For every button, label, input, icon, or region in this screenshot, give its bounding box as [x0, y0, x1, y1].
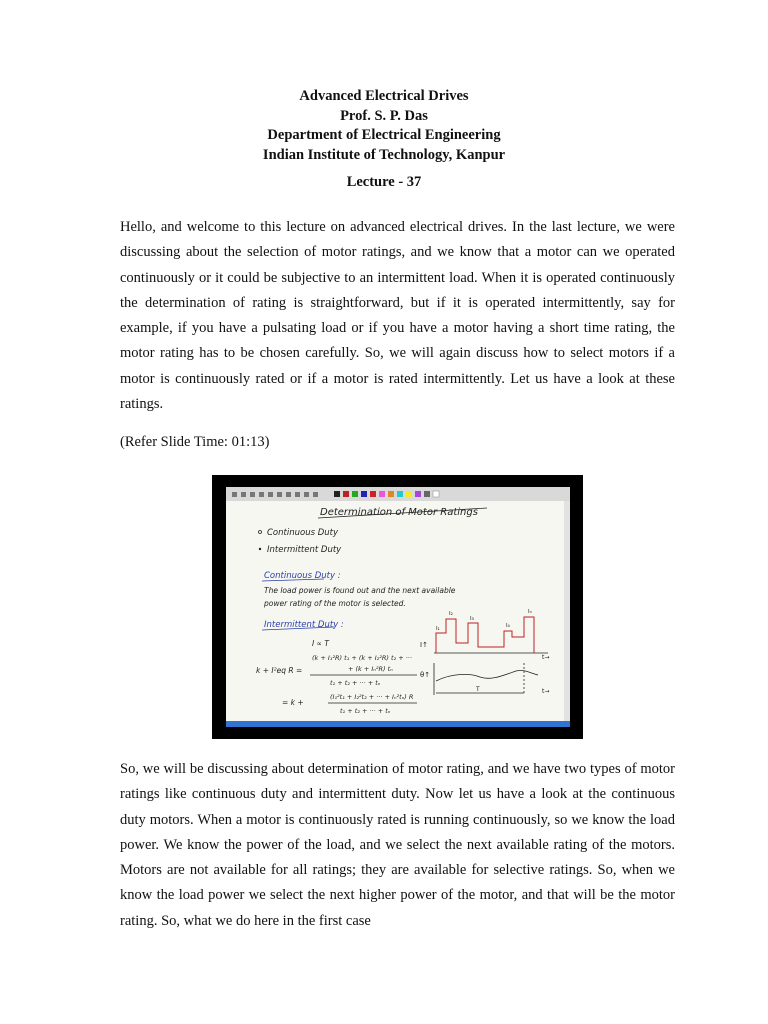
- section-continuous-duty: Continuous Duty :: [264, 571, 341, 581]
- pulse-label: I₄: [506, 623, 510, 629]
- equation-numerator-2: (I₁²t₁ + I₂²t₂ + ··· + Iₙ²tₙ) R: [330, 693, 414, 701]
- current-axis-label: I↑: [420, 641, 428, 649]
- paragraph-continuous-duty: So, we will be discussing about determination of motor rating, and we have two types of motor ratings like continuous duty and intermittent duty. Now let us have a look at the continuous duty motors. When a motor is continuously rated is running continuously, so we know the load power. We know the power of the load, and we select the next available rating of the motors. Motors are not available for all ratings; they are available for selective ratings. So, when we know the load power we select the next higher power of the motor, and that will be the motor rating. So, what we do here in the first case: [120, 761, 675, 929]
- section-intermittent-duty: Intermittent Duty :: [264, 620, 344, 630]
- refer-slide-time: (Refer Slide Time: 01:13): [120, 434, 270, 450]
- continuous-duty-line-2: power rating of the motor is selected.: [264, 599, 406, 608]
- equation-denominator-2: t₁ + t₂ + ··· + tₙ: [340, 707, 391, 715]
- continuous-duty-line-1: The load power is found out and the next available: [264, 586, 456, 595]
- course-title: Advanced Electrical Drives: [299, 88, 469, 104]
- period-label: T: [476, 686, 480, 693]
- lecture-slide-image: [212, 475, 583, 739]
- slide-taskbar: [226, 721, 570, 727]
- slide-title: Determination of Motor Ratings: [320, 507, 478, 518]
- bullet-intermittent-duty: Intermittent Duty: [267, 545, 342, 555]
- document-header: [0, 87, 768, 165]
- temperature-axis-label: θ↑: [420, 671, 431, 679]
- slide-canvas: [212, 475, 583, 739]
- equation-denominator-1: t₁ + t₂ + ··· + tₙ: [330, 679, 381, 687]
- current-torque-relation: I ∝ T: [312, 639, 329, 648]
- equation-lhs: k + I²eq R =: [256, 666, 303, 675]
- equation-numerator-1b: + (k + Iₙ²R) tₙ: [348, 665, 393, 673]
- institute-name: Indian Institute of Technology, Kanpur: [262, 146, 506, 163]
- time-label: t→: [542, 654, 550, 661]
- lecture-number: Lecture - 37: [346, 174, 422, 190]
- pulse-label: I₃: [470, 616, 474, 622]
- bullet-icon: [259, 548, 261, 550]
- pulse-label: I₂: [449, 611, 453, 617]
- paragraph-intro: Hello, and welcome to this lecture on advanced electrical drives. In the last lecture, we were discussing about the selection of motor ratings, and we know that a motor can we operated continuously or it could be subjective to an intermittent load. When it is operated continuously the determination of rating is straightforward, but if it is operated intermittently, say for example, if you have a pulsating load or if you have a motor having a short time rating, the motor rating has to be chosen carefully. So, we will again discuss how to select motors if a motor is continuously rated or if a motor is rated intermittently. Let us have a look at these ratings.: [120, 219, 675, 413]
- department-name: Department of Electrical Engineering: [267, 127, 501, 143]
- slide-scrollbar: [564, 501, 570, 725]
- time-label: t→: [542, 688, 550, 695]
- pulse-label: I₁: [436, 626, 440, 632]
- bullet-continuous-duty: Continuous Duty: [267, 528, 339, 538]
- pulse-label: Iₙ: [528, 609, 532, 615]
- equation-numerator-1: (k + I₁²R) t₁ + (k + I₂²R) t₂ + ···: [312, 654, 412, 662]
- equation-2-prefix: = k +: [282, 698, 304, 707]
- professor-name: Prof. S. P. Das: [340, 107, 428, 124]
